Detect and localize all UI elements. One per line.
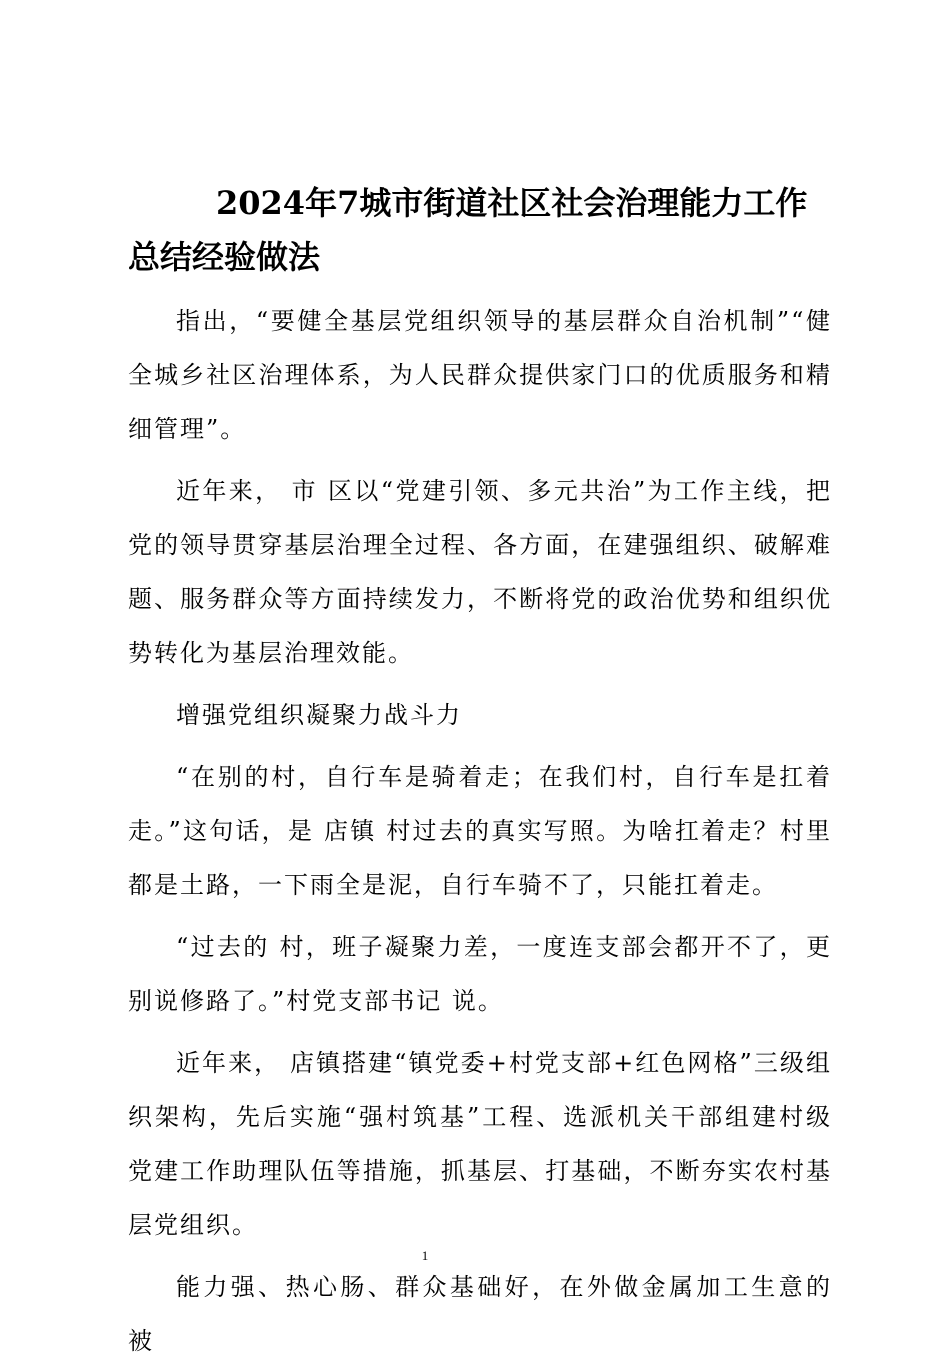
- page-number: 1: [421, 1248, 429, 1263]
- paragraph-continued: 能力强、热心肠、群众基础好，在外做金属加工生意的 被: [128, 1273, 832, 1355]
- document-body: [128, 176, 832, 1368]
- paragraph-organization: 近年来， 店镇搭建“镇党委+村党支部+红色网格”三级组织架构，先后实施“强村筑基”工程、选派机关干部组建村级党建工作助理队伍等措施，抓基层、打基础，不断夯实农村基层党组织。: [128, 1049, 832, 1239]
- paragraph-overview: 近年来， 市 区以“党建引领、多元共治”为工作主线，把党的领导贯穿基层治理全过程、各方面，在建强组织、破解难题、服务群众等方面持续发力，不断将党的政治优势和组织优势转化为基层治理效能。: [128, 477, 832, 667]
- document-title: 2024年7城市街道社区社会治理能力工作总结经验做法: [128, 184, 808, 276]
- paragraph-quote-secretary: “过去的 村，班子凝聚力差，一度连支部会都开不了，更别说修路了。”村党支部书记 说。: [128, 933, 832, 1015]
- paragraph-intro: 指出，“要健全基层党组织领导的基层群众自治机制”“健全城乡社区治理体系，为人民群众提供家门口的优质服务和精细管理”。: [128, 307, 832, 443]
- section-heading: 增强党组织凝聚力战斗力: [176, 701, 462, 729]
- paragraph-quote-bicycle: “在别的村，自行车是骑着走；在我们村，自行车是扛着走。”这句话，是 店镇 村过去的真实写照。为啥扛着走？村里都是土路，一下雨全是泥，自行车骑不了，只能扛着走。: [128, 763, 832, 899]
